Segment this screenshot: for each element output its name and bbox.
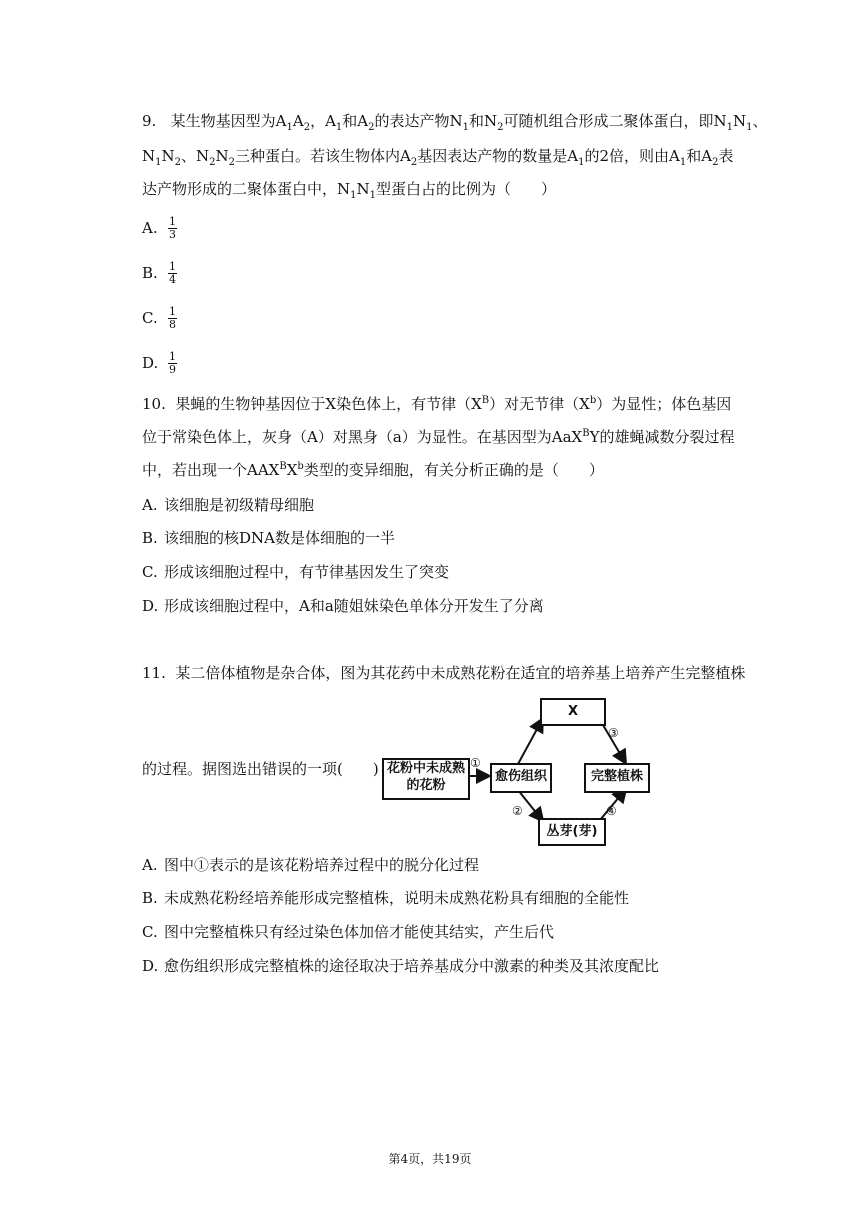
- marker-4: ④: [606, 804, 617, 818]
- fraction: $\frac{1}{3}$: [169, 215, 176, 241]
- q11-stem-line1: 11. 某二倍体植物是杂合体，图为其花药中未成熟花粉在适宜的培养基上培养产生完整植株: [142, 664, 746, 682]
- q11-stem-line2: 的过程。据图选出错误的一项( ): [142, 760, 379, 778]
- q10-option-d[interactable]: D. 形成该细胞过程中，A和a随姐妹染色单体分开发生了分离: [142, 597, 544, 615]
- q9-option-b[interactable]: B. $\frac{1}{4}$: [142, 260, 176, 286]
- q9-number: 9.: [142, 112, 157, 130]
- q10-number: 10.: [142, 395, 166, 413]
- marker-1: ①: [470, 756, 481, 770]
- q10-stem-line1: 10. 果蝇的生物钟基因位于X染色体上，有节律$(X^B)$对无节律$(X^b)$为显性；体色基因: [142, 395, 732, 413]
- culture-diagram: [380, 696, 650, 846]
- q10-option-c[interactable]: C. 形成该细胞过程中，有节律基因发生了突变: [142, 563, 450, 581]
- q11-number: 11.: [142, 664, 166, 682]
- q9-option-c[interactable]: C. $\frac{1}{8}$: [142, 305, 176, 331]
- marker-2: ②: [512, 804, 523, 818]
- q9-stem-line1: 9. 某生物基因型为$A_1A_2$，$A_1$和$A_2$的表达产物$N_1$和$N_2$可随机组合形成二聚体蛋白，即$N_1N_1$、: [142, 112, 768, 133]
- q11-option-b[interactable]: B. 未成熟花粉经培养能形成完整植株，说明未成熟花粉具有细胞的全能性: [142, 889, 630, 907]
- q10-stem-line2: 位于常染色体上，灰身（A）对黑身（a）为显性。在基因型为AaX$^B$Y的雄蝇减数分裂过程: [142, 428, 735, 446]
- q10-stem-line3: 中，若出现一个$AAX^BX^b$类型的变异细胞，有关分析正确的是（ ）: [142, 461, 604, 479]
- page-footer: 第4页，共19页: [388, 1152, 472, 1166]
- fraction: $\frac{1}{8}$: [169, 305, 176, 331]
- q11-option-d[interactable]: D. 愈伤组织形成完整植株的途径取决于培养基成分中激素的种类及其浓度配比: [142, 957, 660, 975]
- fraction: $\frac{1}{4}$: [169, 260, 176, 286]
- box-complete-plant: 完整植株: [584, 763, 650, 793]
- box-callus: 愈伤组织: [490, 763, 552, 793]
- q9-stem-line3: 达产物形成的二聚体蛋白中，$N_1N_1$型蛋白占的比例为（ ）: [142, 180, 557, 201]
- box-sprout: 丛芽(芽): [538, 818, 606, 846]
- q11-option-a[interactable]: A. 图中①表示的是该花粉培养过程中的脱分化过程: [142, 856, 480, 874]
- q9-option-d[interactable]: D. $\frac{1}{9}$: [142, 350, 176, 376]
- q10-option-b[interactable]: B. 该细胞的核DNA数是体细胞的一半: [142, 529, 395, 547]
- q11-option-c[interactable]: C. 图中完整植株只有经过染色体加倍才能使其结实，产生后代: [142, 923, 555, 941]
- box-immature-pollen: 花粉中未成熟的花粉: [382, 758, 470, 800]
- q10-option-a[interactable]: A. 该细胞是初级精母细胞: [142, 496, 315, 514]
- q9-option-a[interactable]: A. $\frac{1}{3}$: [142, 215, 176, 241]
- q9-stem-line2: $N_1N_2$、$N_2N_2$三种蛋白。若该生物体内$A_2$基因表达产物的数量是$A_1$的2倍，则由$A_1$和$A_2$表: [142, 147, 734, 168]
- marker-3: ③: [608, 726, 619, 740]
- fraction: $\frac{1}{9}$: [169, 350, 176, 376]
- box-x: X: [540, 698, 606, 726]
